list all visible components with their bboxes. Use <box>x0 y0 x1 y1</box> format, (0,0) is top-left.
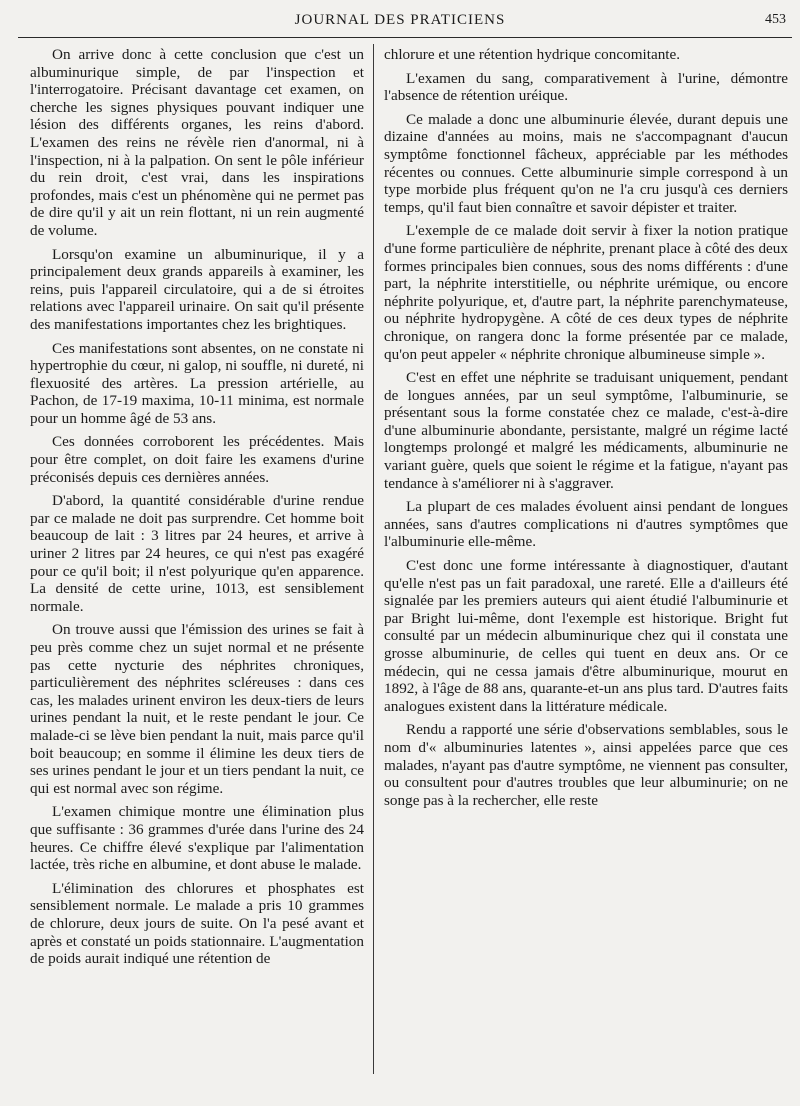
paragraph: L'examen du sang, comparativement à l'urine, démontre l'absence de rétention uréique. <box>384 69 788 105</box>
paragraph: Ces manifestations sont absentes, on ne constate ni hypertrophie du cœur, ni galop, ni souffle, ni dureté, ni flexuosité des artères. La pression artérielle, au Pachon, de 17-19 maxima, 10-11 minima, est normale pour un homme âgé de 53 ans. <box>30 339 364 427</box>
paragraph: Ces données corroborent les précédentes. Mais pour être complet, on doit faire les examens d'urine préconisés depuis ces dernières années. <box>30 433 364 486</box>
page-number: 453 <box>765 12 786 27</box>
paragraph: On arrive donc à cette conclusion que c'est un albuminurique simple, de par l'inspection et l'interrogatoire. Précisant davantage cet examen, on cherche les signes physiques pouvant indiquer une lésion des différents organes, les reins d'abord. L'examen des reins ne révèle rien d'anormal, ni à l'inspection, ni à la palpation. On sent le pôle inférieur du rein droit, c'est vrai, dans les inspirations profondes, mais c'est un phénomène qui ne permet pas de dire qu'il y ait un rein flottant, ni un rein augmenté de volume. <box>30 46 364 239</box>
paragraph: La plupart de ces malades évoluent ainsi pendant de longues années, sans d'autres complications ni d'autres symptômes que l'albuminurie elle-même. <box>384 498 788 551</box>
paragraph: Lorsqu'on examine un albuminurique, il y a principalement deux grands appareils à examiner, les reins, puis l'appareil circulatoire, qui a de si étroites relations avec l'appareil urinaire. On sait qu'il présente des manifestations importantes chez les brightiques. <box>30 245 364 333</box>
paragraph: D'abord, la quantité considérable d'urine rendue par ce malade ne doit pas surprendre. Cet homme boit beaucoup de lait : 3 litres par 24 heures, et arrive à uriner 2 litres par 24 heures, ce qui n'est pas exagéré pour ce qu'il boit; il n'est polyurique qu'en apparence. La densité de cette urine, 1013, est sensiblement normale. <box>30 492 364 615</box>
paragraph: L'examen chimique montre une élimination plus que suffisante : 36 grammes d'urée dans l'urine des 24 heures. Ce chiffre élevé s'explique par l'alimentation lactée, très riche en albumine, et dont abuse le malade. <box>30 803 364 874</box>
paragraph: C'est donc une forme intéressante à diagnostiquer, d'autant qu'elle n'est pas un fait paradoxal, une rareté. Elle a d'ailleurs été signalée par les premiers auteurs qui aient étudié l'albuminurie et par Bright lui-même, dont l'exemple est historique. Bright fut consulté par un médecin albuminurique chez qui il constata une grosse albuminurie, de celles qui tuent en deux ans. Or ce médecin, qui ne cessa jamais d'être albuminurique, mourut en 1892, à l'âge de 88 ans, quarante-et-un ans plus tard. D'autres faits analogues existent dans la littérature médicale. <box>384 557 788 715</box>
page-header <box>0 8 800 34</box>
running-title: JOURNAL DES PRATICIENS <box>294 12 506 28</box>
column-divider <box>373 44 374 1074</box>
left-column <box>30 46 364 968</box>
paragraph: Ce malade a donc une albuminurie élevée, durant depuis une dizaine d'années au moins, mais ne s'accompagnant d'aucun symptôme fonctionnel fâcheux, appréciable par les méthodes récentes ou connues. Cette albuminurie simple correspond à un type morbide plus fréquent qu'on ne l'a cru jusqu'à ces derniers temps, qu'il faut bien connaître et savoir dépister et traiter. <box>384 110 788 216</box>
paragraph: On trouve aussi que l'émission des urines se fait à peu près comme chez un sujet normal et ne présente pas cette nycturie des néphrites chroniques, particulièrement des néphrites scléreuses : dans ces cas, les malades urinent environ les deux-tiers de leurs urines pendant la nuit, et le reste pendant le jour. Ce malade-ci se lève bien pendant la nuit, mais parce qu'il boit beaucoup; en somme il élimine les deux tiers de ses urines pendant le jour et un tiers pendant la nuit, ce qui est normal avec son régime. <box>30 621 364 797</box>
paragraph: L'exemple de ce malade doit servir à fixer la notion pratique d'une forme particulière de néphrite, prenant place à côté des deux formes principales bien connues, sous des noms différents : d'une part, la néphrite interstitielle, ou néphrite urémique, ou encore néphrite polyurique, et, d'autre part, la néphrite parenchymateuse, ou néphrite hydropygène. A côté de ces deux types de néphrite chronique, on rangera donc la forme présentée par ce malade, qu'on peut appeler « néphrite chronique albumineuse simple ». <box>384 222 788 363</box>
header-rule <box>18 37 792 38</box>
right-column <box>384 46 788 809</box>
paragraph: L'élimination des chlorures et phosphates est sensiblement normale. Le malade a pris 10 grammes de chlorure, deux jours de suite. On l'a pesé avant et après et constaté un poids stationnaire. L'augmentation de poids aurait indiqué une rétention de <box>30 879 364 968</box>
paragraph: Rendu a rapporté une série d'observations semblables, sous le nom d'« albuminuries latentes », ainsi appelées parce que ces malades, n'ayant pas d'autre symptôme, ne viennent pas consulter, ou consultent pour d'autres troubles que leur albuminurie; on ne songe pas à la rechercher, elle reste <box>384 721 788 809</box>
paragraph-continuation: chlorure et une rétention hydrique concomitante. <box>384 46 681 63</box>
paragraph: C'est en effet une néphrite se traduisant uniquement, pendant de longues années, par un seul symptôme, l'albuminurie, se présentant sous la forme constatée chez ce malade, c'est-à-dire d'une albuminurie abondante, persistante, malgré un régime lacté longtemps prolongé et malgré les médicaments, albuminurie ne variant guère, quels que soient le régime et la fatigue, n'ayant pas tendance à s'améliorer ni à s'aggraver. <box>384 369 788 492</box>
